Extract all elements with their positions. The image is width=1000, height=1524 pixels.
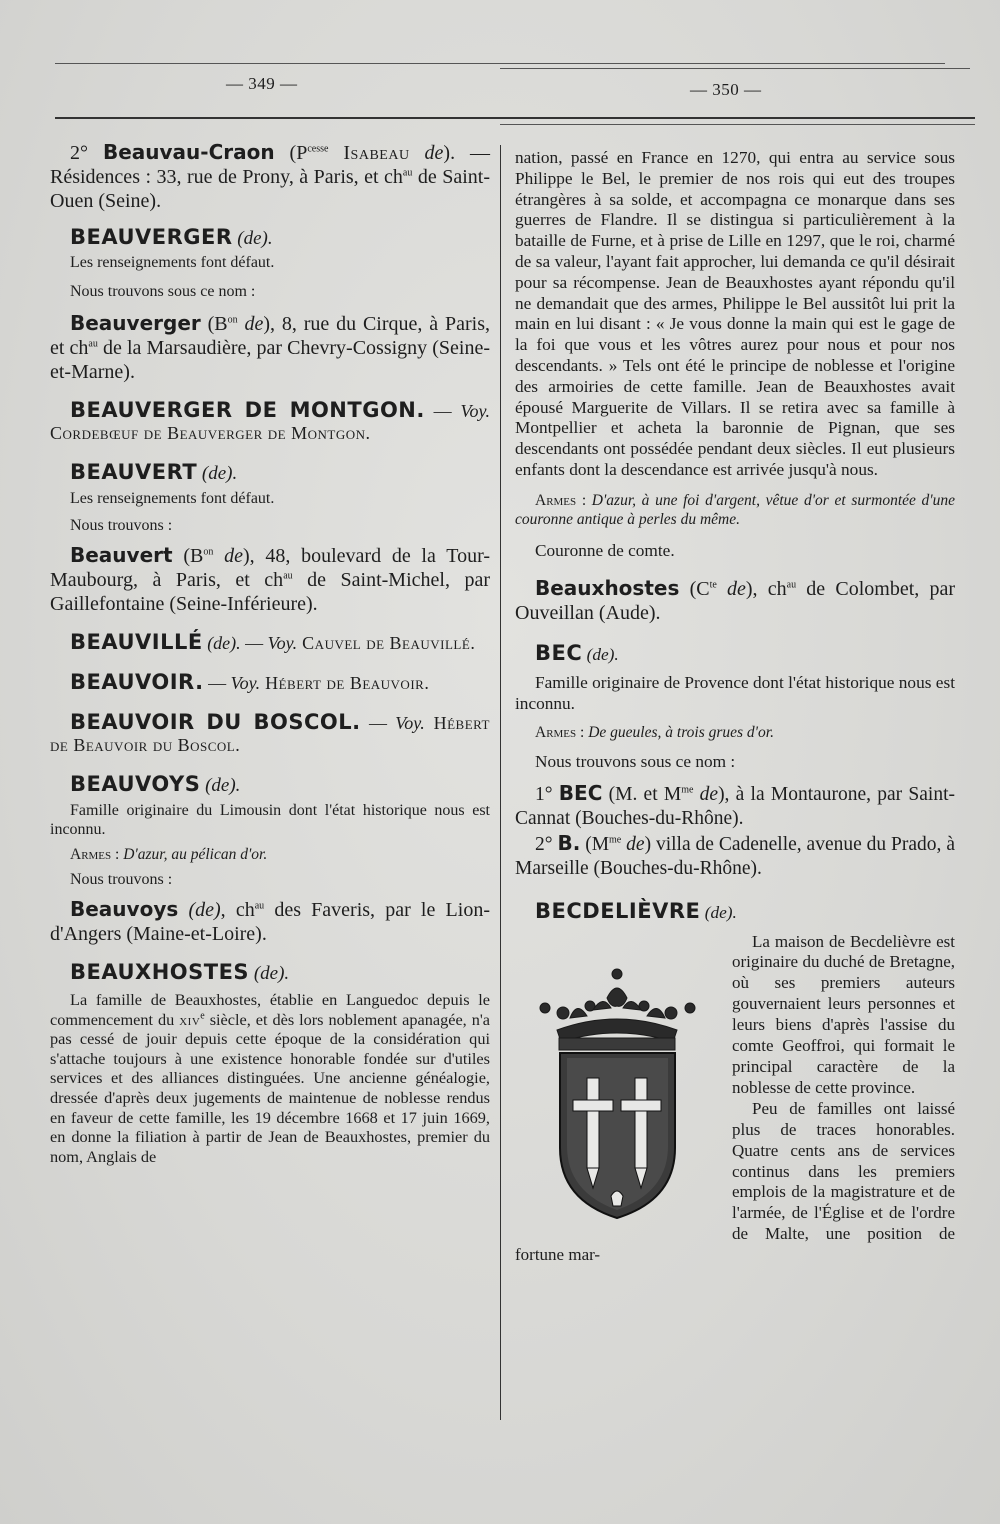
entry-name: Beauvert	[70, 542, 173, 567]
entry-becdelievre: BECDELIÈVRE (de). La maison de Becdelièvre est originaire du duché de Bretagne, où ses premiers auteurs gouvernaient leurs personnes et leurs biens d'après l'assise du comte Geoffroi, qui formait le principal caractère de la noblesse de cette province. Peu de familles ont laissé plus de traces honorables. Quatre cents ans de services continus dans les premiers emplois de la magistrature et de l'armée, de l'Église et de l'ordre de Malte, une position de fortune mar-	[515, 898, 955, 1265]
entry-heading: BECDELIÈVRE	[535, 898, 701, 923]
entry-heading: BEAUVERT	[70, 460, 198, 485]
entry-beauverger: BEAUVERGER (de). Les renseignements font défaut. Nous trouvons sous ce nom : Beauverger ($B^{on}$ de), 8, rue du Cirque, à Paris, et $ch^{au}$ de la Marsaudière, par Chevry-Cossigny (Seine-et-Marne).	[50, 225, 491, 384]
entry-beauvoir-du-boscol: BEAUVOIR DU BOSCOL. — Voy. Hébert de Beauvoir du Boscol.	[50, 710, 490, 755]
entry-beauvau-craon: 2° Beauvau-Craon ($P^{cesse}$ Isabeau de). — Résidences : 33, rue de Prony, à Paris, et $ch^{au}$ de Saint-Ouen (Seine).	[50, 140, 491, 212]
column-divider	[500, 145, 501, 1420]
entry-heading: BEAUVERGER DE MONTGON.	[70, 398, 425, 423]
entry-bec: BEC (de). Famille originaire de Provence dont l'état historique nous est inconnu. Armes : De gueules, à trois grues d'or. Nous trouvons sous ce nom : 1° BEC (M. et $M^{me}$ de), à la Montaurone, par Saint-Cannat (Bouches-du-Rhône). 2° B. ($M^{me}$ de) villa de Cadenelle, avenue du Prado, à Marseille (Bouches-du-Rhône).	[515, 640, 955, 879]
entry-beauxhostes-comte: Beauxhostes ($C^{te}$ de), $ch^{au}$ de Colombet, par Ouveillan (Aude).	[515, 575, 955, 624]
coat-of-arms-icon	[515, 938, 720, 1223]
entry-beauvert: BEAUVERT (de). Les renseignements font défaut. Nous trouvons : Beauvert ($B^{on}$ de), 48, boulevard de la Tour-Maubourg, à Paris, et $ch^{au}$ de Saint-Michel, par Gaillefontaine (Seine-Inférieure).	[50, 460, 490, 615]
entry-name: B.	[557, 830, 581, 855]
entry-beauxhostes: BEAUXHOSTES (de). La famille de Beauxhostes, établie en Languedoc depuis le commencement du xiv$^e$ siècle, et dès lors noblement apanagée, n'a pas cessé de jouir depuis cette époque de la considération qui s'attache toujours à une existence honorable fondée sur d'utiles services et des alliances distinguées. Une ancienne généalogie, dressée d'après deux jugements de maintenue de noblesse rendus en faveur de cette famille, les 19 décembre 1668 et 17 juin 1669, en donne la filiation à partir de Jean de Beauxhostes, premier du nom, Anglais de	[50, 959, 490, 1166]
beauxhostes-arms: Armes : D'azur, à une foi d'argent, vêtue d'or et surmontée d'une couronne antique à perles du même.	[515, 491, 955, 528]
header-rule	[55, 117, 975, 119]
entry-heading: BEAUVOIR DU BOSCOL.	[70, 710, 361, 735]
top-rule-right	[500, 68, 970, 69]
beauxhostes-crown: Couronne de comte.	[535, 540, 675, 560]
entry-name: BEC	[558, 780, 603, 805]
entry-heading: BEC	[535, 640, 583, 665]
left-column	[50, 140, 490, 1166]
entry-beauvoir: BEAUVOIR. — Voy. Hébert de Beauvoir.	[70, 670, 430, 695]
entry-heading: BEAUXHOSTES	[70, 959, 250, 984]
entry-beauville: BEAUVILLÉ (de). — Voy. Cauvel de Beauvillé.	[70, 629, 476, 654]
entry-name: Beauxhostes	[535, 575, 680, 600]
entry-heading: BEAUVERGER	[70, 225, 233, 249]
entry-name: Beauvoys	[70, 896, 179, 921]
page-number-right: — 350 —	[690, 80, 762, 99]
entry-beauvoys: BEAUVOYS (de). Famille originaire du Limousin dont l'état historique nous est inconnu. Armes : D'azur, au pélican d'or. Nous trouvons : Beauvoys (de), $ch^{au}$ des Faveris, par le Lion-d'Angers (Maine-et-Loire).	[50, 772, 490, 945]
entry-heading: BEAUVOYS	[70, 772, 201, 797]
entry-name: Beauvau-Craon	[102, 140, 275, 164]
page-number-left: — 349 —	[226, 74, 298, 93]
entry-heading: BEAUVOIR.	[70, 670, 204, 695]
header-rule-right	[500, 124, 975, 125]
entry-heading: BEAUVILLÉ	[70, 629, 203, 654]
entry-beauverger-de-montgon: BEAUVERGER DE MONTGON. — Voy. Cordebœuf de Beauverger de Montgon.	[50, 398, 490, 443]
top-rule	[55, 63, 945, 64]
beauxhostes-continued: nation, passé en France en 1270, qui entra au service sous Philippe le Bel, le premier de nos rois qui eut des troupes étrangères à sa solde, et accompagna ce monarque dans ses guerres de Flandre. Il se distingua si particulièrement à la bataille de Furne, et à prise de Lille en 1297, que le roi, charmé de sa valeur, l'ayant fait approcher, lui demanda ce qu'il désirait pour sa récompense. Jean de Beauxhostes ayant répondu qu'il ne demandait que des armes, Philippe le Bel aussitôt lui prit la main en lui disant : « Je vous donne la main qui est le gage de la foi que vous et les vôtres aurez pour nous et pour nos descendants. » Tels ont été le principe de noblesse et l'origine des armoiries de cette famille. Jean de Beauxhostes avait épousé Marguerite de Villars. Il se retira avec sa famille à Montpellier et acheta la baronnie de Pignan, que ses descendants ont possédée pendant deux siècles. Il eut plusieurs enfants dont la descendance est arrivée jusqu'à nous.	[515, 148, 955, 479]
entry-name: Beauverger	[70, 311, 201, 336]
right-column	[515, 148, 955, 1266]
